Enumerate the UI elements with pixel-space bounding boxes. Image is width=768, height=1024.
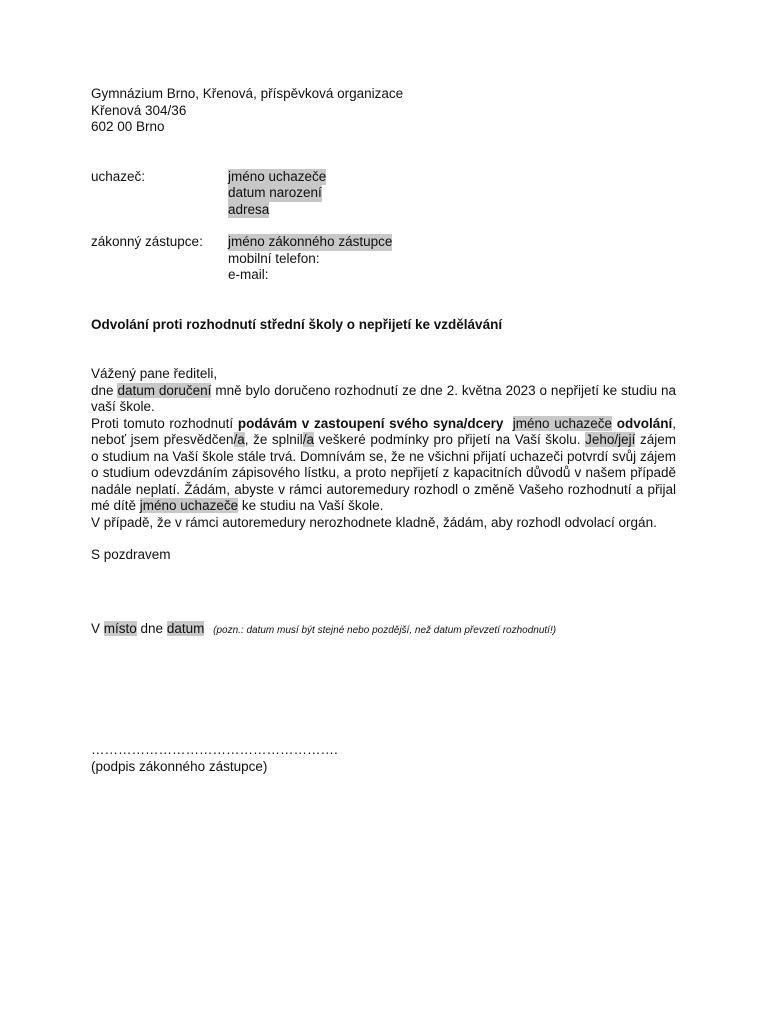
place-date-line: V místo dne datum (pozn.: datum musí být stejné nebo pozdější, než datum převzetí rozhodnutí!)	[91, 620, 557, 636]
signature-block	[91, 742, 676, 775]
applicant-name-placeholder: jméno uchazeče	[512, 415, 613, 431]
guardian-block	[91, 234, 676, 284]
letter-body	[91, 366, 676, 564]
signature-caption: (podpis zákonného zástupce)	[91, 758, 268, 774]
sender-line-3: 602 00 Brno	[91, 119, 165, 134]
applicant-birthdate: datum narození	[228, 185, 322, 200]
date-placeholder: datum	[166, 620, 205, 636]
guardian-phone: mobilní telefon:	[228, 250, 320, 266]
applicant-address: adresa	[228, 201, 270, 217]
letter-subject: Odvolání proti rozhodnutí střední školy o nepřijetí ke vzdělávání	[91, 316, 503, 332]
applicant-block	[91, 169, 676, 219]
sender-line-1: Gymnázium Brno, Křenová, příspěvková organizace	[91, 86, 404, 101]
paragraph-2: Proti tomuto rozhodnutí podávám v zastoupení svého syna/dcery jméno uchazeče odvolání, neboť jsem přesvědčen/a, že splnil/a veškeré podmínky pro přijetí na Vaší školu. Jeho/její zájem o studium na Vaší škole stále trvá. Domnívám se, že ne všichni přijatí uchazeči potvrdí svůj zájem o studium odevzdáním zápisového lístku, a proto nepřijetí z kapacitních důvodů v našem případě nadále neplatí. Žádám, abyste v rámci autoremedury rozhodl o změně Vašeho rozhodnutí a přijal mé dítě jméno uchazeče ke studiu na Vaší škole.	[91, 415, 676, 513]
guardian-label: zákonný zástupce:	[91, 234, 203, 249]
paragraph-3: V případě, že v rámci autoremedury nerozhodnete kladně, žádám, aby rozhodl odvolací orgán.	[91, 514, 657, 530]
delivery-date-placeholder: datum doručení	[117, 382, 212, 398]
greeting: Vážený pane řediteli,	[91, 366, 218, 381]
signature-line: ……………………………………………….	[91, 742, 338, 757]
applicant-name: jméno uchazeče	[228, 168, 327, 184]
sender-line-2: Křenová 304/36	[91, 102, 187, 118]
applicant-name-placeholder-2: jméno uchazeče	[139, 498, 239, 513]
sender-address	[91, 86, 676, 136]
date-note: (pozn.: datum musí být stejné nebo pozdější, než datum převzetí rozhodnutí!)	[213, 624, 557, 636]
guardian-name: jméno zákonného zástupce	[228, 234, 393, 249]
his-her-placeholder: Jeho/její	[585, 432, 636, 447]
letter	[91, 86, 676, 775]
place-placeholder: místo	[103, 620, 137, 636]
paragraph-1: dne datum doručení mně bylo doručeno rozhodnutí ze dne 2. května 2023 o nepřijetí ke studiu na vaší škole.	[91, 382, 677, 414]
closing: S pozdravem	[91, 547, 171, 562]
guardian-email: e-mail:	[228, 267, 269, 282]
applicant-label: uchazeč:	[91, 168, 146, 184]
